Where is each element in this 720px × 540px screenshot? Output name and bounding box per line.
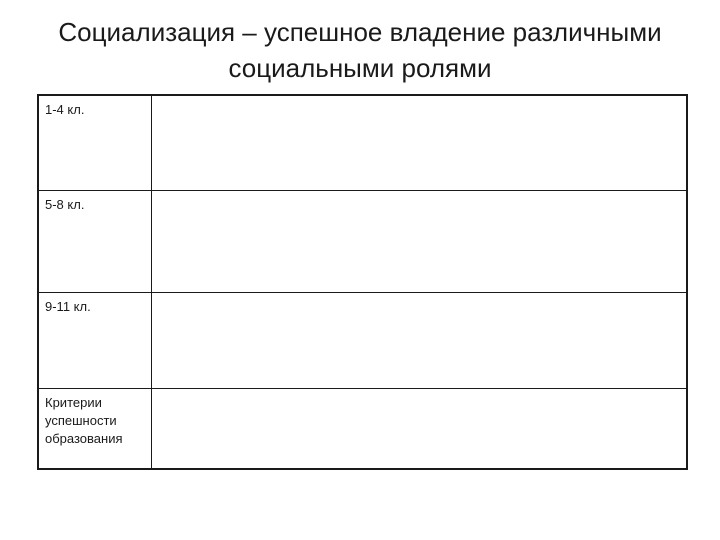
row-content-success-criteria <box>151 388 687 469</box>
grades-table <box>37 94 688 470</box>
row-content-grades-9-11 <box>151 292 687 388</box>
row-label-grades-5-8: 5-8 кл. <box>38 190 151 292</box>
table-row <box>38 388 687 469</box>
slide-title-line-2: социальными ролями <box>228 53 492 83</box>
slide-title <box>40 14 680 86</box>
row-label-grades-9-11: 9-11 кл. <box>38 292 151 388</box>
slide-title-line-1: Социализация – успешное владение различными <box>58 17 662 47</box>
row-label-success-criteria: Критерии успешности образования <box>38 388 151 469</box>
row-content-grades-5-8 <box>151 190 687 292</box>
table-row <box>38 95 687 190</box>
row-content-grades-1-4 <box>151 95 687 190</box>
table-row <box>38 190 687 292</box>
row-label-grades-1-4: 1-4 кл. <box>38 95 151 190</box>
table-row <box>38 292 687 388</box>
